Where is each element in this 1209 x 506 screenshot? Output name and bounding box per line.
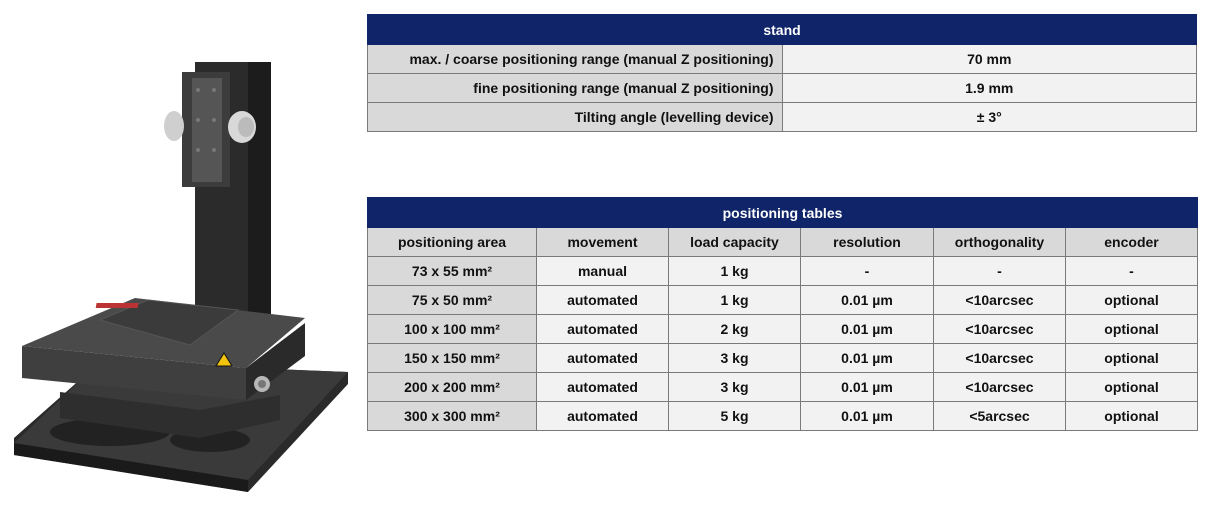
cell-load: 1 kg: [669, 286, 801, 315]
cell-orthogonality: <5arcsec: [934, 402, 1066, 431]
table-row: [368, 103, 1197, 132]
positioning-table-specs: [367, 197, 1198, 431]
cell-movement: automated: [537, 286, 669, 315]
cell-encoder: -: [1066, 257, 1198, 286]
column-header: positioning area: [368, 228, 537, 257]
cell-orthogonality: <10arcsec: [934, 315, 1066, 344]
cell-load: 3 kg: [669, 344, 801, 373]
stand-title: stand: [368, 15, 1197, 45]
table-row: [368, 257, 1198, 286]
stand-label: max. / coarse positioning range (manual Z positioning): [368, 45, 783, 74]
cell-movement: automated: [537, 315, 669, 344]
cell-orthogonality: -: [934, 257, 1066, 286]
cell-encoder: optional: [1066, 286, 1198, 315]
cell-area: 100 x 100 mm²: [368, 315, 537, 344]
column-header: movement: [537, 228, 669, 257]
stand-value: ± 3°: [782, 103, 1197, 132]
cell-movement: automated: [537, 344, 669, 373]
cell-encoder: optional: [1066, 402, 1198, 431]
table-row: [368, 344, 1198, 373]
cell-load: 5 kg: [669, 402, 801, 431]
column-header: resolution: [801, 228, 934, 257]
table-row: [368, 315, 1198, 344]
column-header: load capacity: [669, 228, 801, 257]
cell-resolution: 0.01 µm: [801, 286, 934, 315]
cell-resolution: -: [801, 257, 934, 286]
cell-area: 200 x 200 mm²: [368, 373, 537, 402]
column-header: orthogonality: [934, 228, 1066, 257]
cell-orthogonality: <10arcsec: [934, 373, 1066, 402]
cell-area: 150 x 150 mm²: [368, 344, 537, 373]
cell-encoder: optional: [1066, 373, 1198, 402]
table-row: [368, 74, 1197, 103]
stand-value: 70 mm: [782, 45, 1197, 74]
column-header: encoder: [1066, 228, 1198, 257]
cell-resolution: 0.01 µm: [801, 373, 934, 402]
table-row: [368, 45, 1197, 74]
cell-movement: automated: [537, 373, 669, 402]
cell-load: 1 kg: [669, 257, 801, 286]
cell-resolution: 0.01 µm: [801, 344, 934, 373]
cell-area: 73 x 55 mm²: [368, 257, 537, 286]
cell-area: 75 x 50 mm²: [368, 286, 537, 315]
stand-value: 1.9 mm: [782, 74, 1197, 103]
stand-table: [367, 14, 1197, 132]
table-row: [368, 373, 1198, 402]
cell-encoder: optional: [1066, 315, 1198, 344]
cell-load: 2 kg: [669, 315, 801, 344]
cell-resolution: 0.01 µm: [801, 315, 934, 344]
table-row: [368, 402, 1198, 431]
knob-left: [164, 111, 184, 141]
stand-label: fine positioning range (manual Z positioning): [368, 74, 783, 103]
cell-orthogonality: <10arcsec: [934, 344, 1066, 373]
cell-movement: automated: [537, 402, 669, 431]
cell-orthogonality: <10arcsec: [934, 286, 1066, 315]
positioning-title: positioning tables: [368, 198, 1198, 228]
cell-movement: manual: [537, 257, 669, 286]
stand-label: Tilting angle (levelling device): [368, 103, 783, 132]
cell-resolution: 0.01 µm: [801, 402, 934, 431]
table-row: [368, 286, 1198, 315]
product-image: [0, 0, 360, 506]
header-row: [368, 228, 1198, 257]
cell-encoder: optional: [1066, 344, 1198, 373]
cell-load: 3 kg: [669, 373, 801, 402]
cell-area: 300 x 300 mm²: [368, 402, 537, 431]
